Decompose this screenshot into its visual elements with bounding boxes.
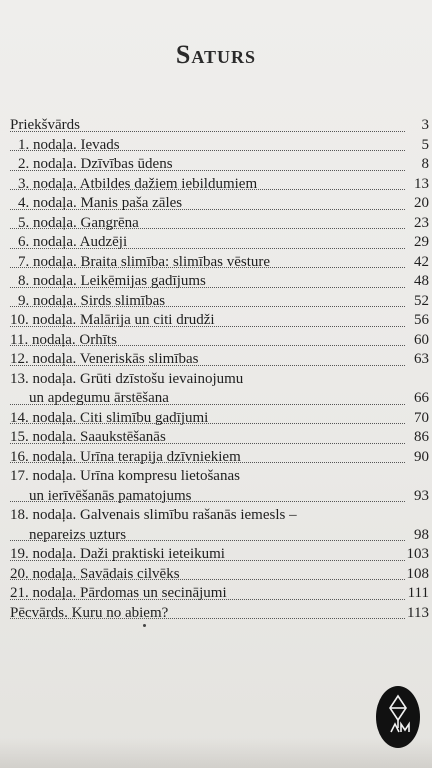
toc-entry-label: 11. nodaļa. Orhīts <box>10 331 117 348</box>
toc-entry-label: 3. nodaļa. Atbildes dažiem iebildumiem <box>18 175 258 192</box>
table-of-contents <box>10 116 429 623</box>
toc-entry <box>10 116 429 136</box>
toc-entry-label: 21. nodaļa. Pārdomas un secinājumi <box>10 585 227 601</box>
toc-entry-page: 56 <box>414 312 429 328</box>
toc-entry <box>10 175 429 195</box>
toc-entry-page: 66 <box>414 390 429 406</box>
toc-entry-label: 19. nodaļa. Daži praktiski ieteikumi <box>10 546 225 562</box>
toc-entry-label: 4. nodaļa. Manis paša zāles <box>18 195 183 211</box>
toc-entry <box>10 506 429 526</box>
toc-entry-page: 93 <box>414 487 429 504</box>
toc-entry-page: 86 <box>414 429 429 445</box>
toc-entry <box>10 565 429 585</box>
toc-entry-label: 9. nodaļa. Sirds slimības <box>18 292 166 309</box>
toc-entry-label: 10. nodaļa. Malārija un citi drudži <box>10 312 215 328</box>
toc-entry-label: 20. nodaļa. Savādais cilvēks <box>10 565 180 582</box>
toc-entry-label: 14. nodaļa. Citi slimību gadījumi <box>10 409 209 426</box>
toc-entry-page: 3 <box>421 117 429 133</box>
toc-entry <box>10 467 429 487</box>
toc-entry-page: 29 <box>414 234 429 250</box>
toc-entry-label: 17. nodaļa. Urīna kompresu lietošanas <box>10 468 240 484</box>
toc-entry-label: 13. nodaļa. Grūti dzīstošu ievainojumu <box>10 370 244 387</box>
toc-entry <box>10 155 429 175</box>
toc-entry-page: 103 <box>406 546 429 562</box>
toc-entry-page: 111 <box>407 585 429 601</box>
toc-entry-page: 13 <box>414 175 429 192</box>
toc-entry-label: 8. nodaļa. Leikēmijas gadījums <box>18 273 206 289</box>
toc-entry-label: 18. nodaļa. Galvenais slimību rašanās iemesls – <box>10 507 297 523</box>
toc-entry-label: 16. nodaļa. Urīna terapija dzīvniekiem <box>10 448 241 465</box>
toc-entry-page: 90 <box>414 448 429 465</box>
toc-entry <box>10 233 429 253</box>
toc-entry-page: 48 <box>414 273 429 289</box>
toc-entry-page: 42 <box>414 253 429 270</box>
toc-entry-continuation <box>10 487 429 507</box>
toc-entry <box>10 272 429 292</box>
toc-entry-label: 6. nodaļa. Audzēji <box>18 234 128 250</box>
toc-entry-label: 15. nodaļa. Saaukstēšanās <box>10 429 166 445</box>
toc-entry-page: 70 <box>414 409 429 426</box>
toc-entry-page: 5 <box>421 136 429 153</box>
toc-entry-label: un apdegumu ārstēšana <box>29 390 169 406</box>
toc-entry-page: 113 <box>407 604 429 621</box>
toc-entry <box>10 448 429 468</box>
toc-entry-label: 5. nodaļa. Gangrēna <box>18 214 139 231</box>
toc-entry <box>10 311 429 331</box>
toc-entry <box>10 370 429 390</box>
toc-entry-label: 1. nodaļa. Ievads <box>18 136 120 153</box>
toc-entry <box>10 584 429 604</box>
decorative-dot <box>143 624 146 627</box>
page-bottom-shadow <box>0 738 432 768</box>
toc-entry <box>10 428 429 448</box>
page-title: Saturs <box>175 40 257 69</box>
toc-entry-page: 60 <box>414 331 429 348</box>
toc-entry-label: 2. nodaļa. Dzīvības ūdens <box>18 156 173 172</box>
toc-entry-page: 98 <box>414 526 429 543</box>
toc-entry <box>10 331 429 351</box>
toc-entry <box>10 545 429 565</box>
toc-entry-continuation <box>10 526 429 546</box>
toc-entry-label: Priekšvārds <box>10 117 80 133</box>
toc-entry-page: 52 <box>414 292 429 309</box>
toc-entry <box>10 214 429 234</box>
toc-entry <box>10 253 429 273</box>
toc-entry-label: un ierīvēšanās pamatojums <box>29 487 192 504</box>
toc-entry <box>10 194 429 214</box>
toc-entry <box>10 136 429 156</box>
toc-entry-continuation <box>10 389 429 409</box>
toc-entry <box>10 292 429 312</box>
toc-entry-page: 20 <box>414 195 429 211</box>
toc-entry-label: 12. nodaļa. Veneriskās slimības <box>10 351 199 367</box>
toc-entry-label: nepareizs uzturs <box>29 526 127 543</box>
toc-entry <box>10 604 429 624</box>
toc-entry-page: 8 <box>421 156 429 172</box>
toc-entry-label: Pēcvārds. Kuru no abiem? <box>10 604 169 621</box>
toc-entry-label: 7. nodaļa. Braita slimība: slimības vēsture <box>18 253 271 270</box>
toc-entry-page: 23 <box>414 214 429 231</box>
toc-entry-page: 63 <box>414 351 429 367</box>
toc-entry-page: 108 <box>406 565 429 582</box>
toc-entry <box>10 350 429 370</box>
toc-entry <box>10 409 429 429</box>
